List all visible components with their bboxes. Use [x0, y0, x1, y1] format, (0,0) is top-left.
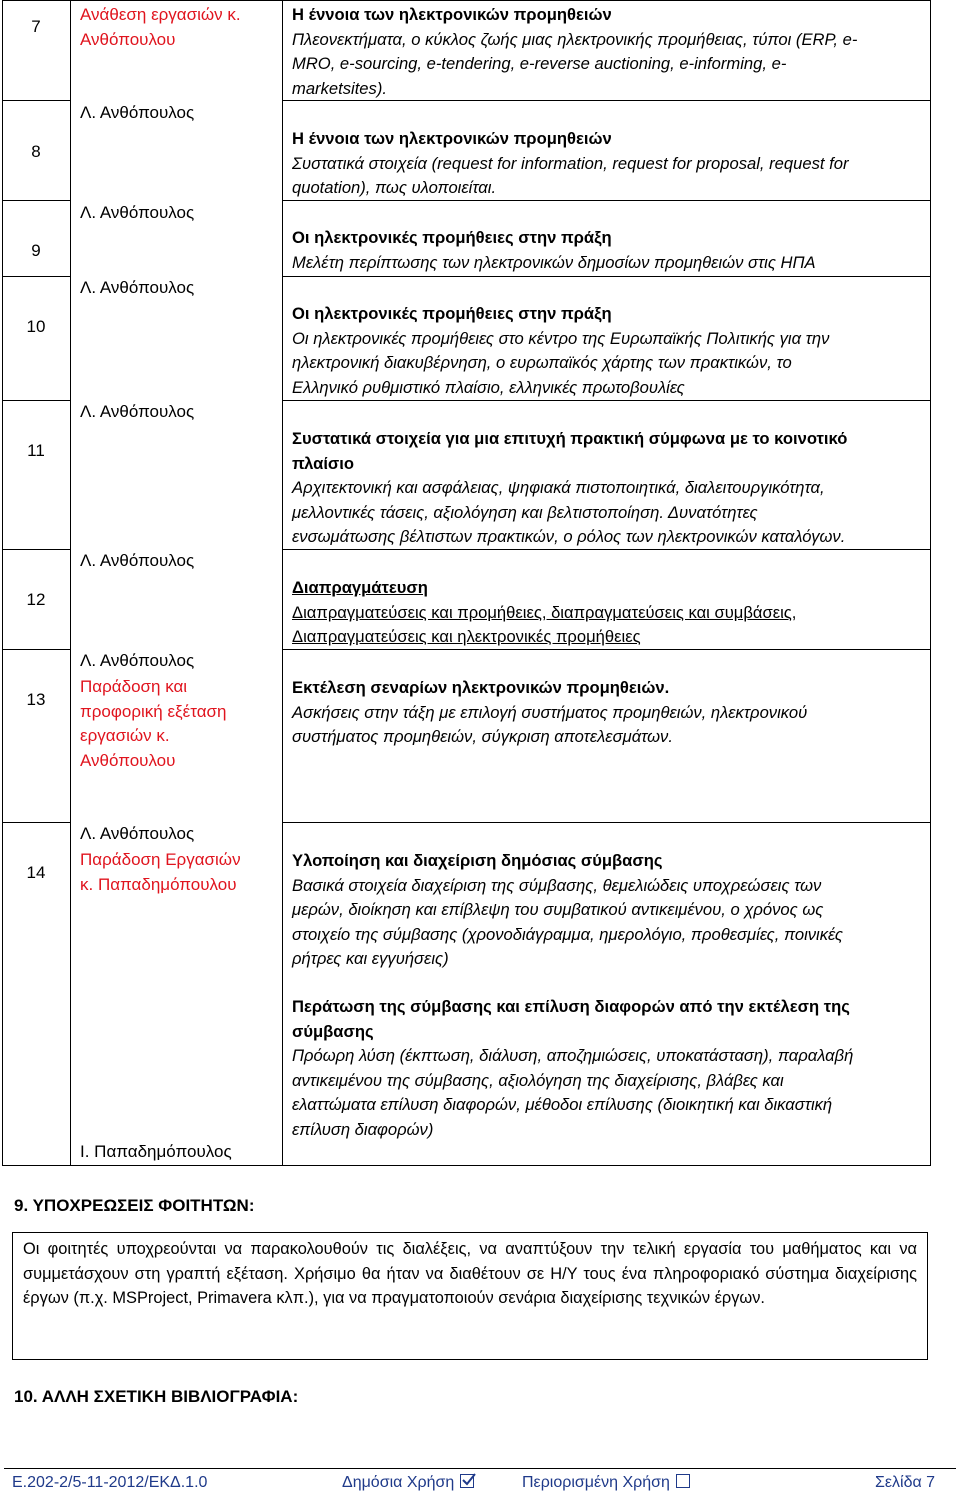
topic-row7 [292, 3, 924, 101]
assignment-line: Ανθόπουλου [80, 29, 176, 49]
assignment-line: εργασιών κ. [80, 726, 170, 745]
topic-desc-line: μερών, διοίκηση και επίβλεψη του συμβατικού αντικειμένου, ο χρόνος ως [292, 900, 824, 919]
row-number: 11 [27, 441, 45, 460]
table-border-bottom [2, 1165, 931, 1166]
row-sep-12-num [2, 649, 70, 650]
topic-desc-line: Διαπραγματεύσεις και προμήθειες, διαπραγματεύσεις και συμβάσεις, [292, 602, 797, 622]
topic-title: σύμβασης [292, 1021, 374, 1041]
topic-row10 [292, 302, 924, 400]
public-use-label: Δημόσια Χρήση [342, 1474, 455, 1491]
footer-divider [4, 1468, 956, 1469]
row-sep-8-num [2, 200, 70, 201]
table-divider-col2 [282, 0, 283, 1166]
assignment-note-row14 [80, 848, 280, 897]
assignment-line: κ. Παπαδημόπουλου [80, 874, 237, 894]
footer-page-number: Σελίδα 7 [875, 1474, 936, 1491]
topic-desc-line: marketsites). [292, 78, 387, 98]
table-border-left [2, 0, 3, 1166]
table-divider-col1 [70, 0, 71, 1166]
assignment-line: προφορική εξέταση [80, 701, 227, 721]
topic-desc-line: Οι ηλεκτρονικές προμήθειες στο κέντρο της Ευρωπαϊκής Πολιτικής για την [292, 328, 830, 348]
topic-title: πλαίσιο [292, 453, 355, 473]
topic-title: Υλοποίηση και διαχείριση δημόσιας σύμβασης [292, 851, 663, 870]
row-sep-13-topic [282, 822, 930, 823]
topic-title: Συστατικά στοιχεία για μια επιτυχή πρακτική σύμφωνα με το κοινοτικό [292, 429, 848, 448]
row-number: 9 [31, 241, 41, 260]
restricted-use-label: Περιορισμένη Χρήση [522, 1474, 670, 1491]
student-duties-box [12, 1232, 928, 1360]
lecturer-row10: Λ. Ανθόπουλος [80, 402, 195, 421]
row-number: 10 [26, 317, 46, 336]
lecturer-row7: Λ. Ανθόπουλος [80, 103, 195, 122]
topic-desc-line: Μελέτη περίπτωσης των ηλεκτρονικών δημοσίων προμηθειών στις ΗΠΑ [292, 252, 816, 272]
row-sep-10-num [2, 400, 70, 401]
topic-row8 [292, 127, 924, 201]
topic-desc-line: στοιχείο της σύμβασης (χρονοδιάγραμμα, ημερολόγιο, προθεσμίες, ποινικές [292, 924, 843, 944]
topic-desc-line: Αρχιτεκτονική και ασφάλειας, ψηφιακά πιστοποιητικά, διαλειτουργικότητα, [292, 478, 825, 497]
topic-desc-line: Πλεονεκτήματα, ο κύκλος ζωής μιας ηλεκτρονικής προμήθειας, τύποι (ERP, e- [292, 29, 858, 49]
topic-desc-line: αντικειμένου της σύμβασης, αξιολόγηση της διαχείρισης, βλάβες και [292, 1070, 784, 1090]
topic-row13 [292, 676, 924, 750]
topic-desc-line: Ασκήσεις στην τάξη με επιλογή συστήματος προμηθειών, ηλεκτρονικού [292, 702, 808, 722]
lecturer-row11: Λ. Ανθόπουλος [80, 551, 195, 570]
assignment-line: Παράδοση Εργασιών [80, 850, 241, 869]
row-sep-9-topic [282, 276, 930, 277]
lecturer-row14: Ι. Παπαδημόπουλος [80, 1142, 232, 1161]
row-number: 12 [26, 590, 46, 609]
topic-row11 [292, 427, 924, 550]
topic-desc-line: Διαπραγματεύσεις και ηλεκτρονικές προμήθειες [292, 627, 641, 646]
row-number: 14 [26, 863, 46, 882]
topic-title: Διαπραγμάτευση [292, 578, 428, 597]
assignment-line: Παράδοση και [80, 677, 188, 696]
topic-title: Περάτωση της σύμβασης και επίλυση διαφορών από την εκτέλεση της [292, 997, 850, 1016]
row-number: 8 [31, 142, 41, 161]
lecturer-row13: Λ. Ανθόπουλος [80, 824, 195, 843]
assignment-line: Ανάθεση εργασιών κ. [80, 5, 241, 24]
topic-desc-line: Πρόωρη λύση (έκπτωση, διάλυση, αποζημιώσεις, υποκατάσταση), παραλαβή [292, 1046, 854, 1065]
topic-desc-line: Ελληνικό ρυθμιστικό πλαίσιο, ελληνικές πρωτοβουλίες [292, 377, 685, 397]
lecturer-row8: Λ. Ανθόπουλος [80, 203, 195, 222]
topic-row9 [292, 226, 924, 275]
footer-public-use [342, 1473, 474, 1493]
table-border-top [2, 0, 930, 1]
topic-row14-a [292, 849, 924, 972]
empty-box-icon [676, 1474, 690, 1488]
topic-desc-line: συστήματος προμηθειών, σύγκριση αποτελεσμάτων. [292, 727, 673, 746]
topic-desc-line: ηλεκτρονική διακυβέρνηση, ο ευρωπαϊκός χάρτης των πρακτικών, το [292, 353, 792, 372]
row-sep-13-num [2, 822, 70, 823]
topic-title: Η έννοια των ηλεκτρονικών προμηθειών [292, 129, 612, 148]
topic-desc-line: ελαττώματα επίλυση διαφορών, μέθοδοι επίλυσης (διοικητική και δικαστική [292, 1095, 833, 1114]
section-10-heading: 10. ΑΛΛΗ ΣΧΕΤΙΚΗ ΒΙΒΛΙΟΓΡΑΦΙΑ: [14, 1387, 299, 1406]
footer-doc-code: Ε.202-2/5-11-2012/ΕΚΔ.1.0 [12, 1474, 208, 1491]
assignment-note-row13 [80, 675, 280, 773]
topic-row12 [292, 576, 924, 650]
assignment-note-row7 [80, 3, 280, 52]
topic-desc-line: ενσωμάτωσης βέλτιστων πρακτικών, ο ρόλος των ηλεκτρονικών καταλόγων. [292, 527, 846, 546]
section-9-heading: 9. ΥΠΟΧΡΕΩΣΕΙΣ ΦΟΙΤΗΤΩΝ: [14, 1196, 255, 1215]
topic-title: Η έννοια των ηλεκτρονικών προμηθειών [292, 5, 612, 24]
row-number: 7 [31, 17, 41, 36]
row-number: 13 [26, 690, 46, 709]
row-sep-7-num [2, 100, 70, 101]
lecturer-row9: Λ. Ανθόπουλος [80, 278, 195, 297]
topic-desc-line: επίλυση διαφορών) [292, 1119, 434, 1139]
footer-restricted-use [522, 1473, 690, 1493]
row-sep-9-num [2, 276, 70, 277]
topic-desc-line: μελλοντικές τάσεις, αξιολόγηση και βελτιστοποίηση. Δυνατότητες [292, 502, 758, 522]
checked-box-icon [460, 1474, 474, 1488]
topic-desc-line: quotation), πως υλοποιείται. [292, 178, 497, 197]
table-border-right [930, 0, 931, 1166]
topic-desc-line: Συστατικά στοιχεία (request for information, request for proposal, request for [292, 153, 849, 173]
topic-title: Οι ηλεκτρονικές προμήθειες στην πράξη [292, 228, 612, 247]
topic-desc-line: ρήτρες και εγγυήσεις) [292, 949, 449, 968]
topic-row14-b [292, 995, 924, 1142]
topic-title: Εκτέλεση σεναρίων ηλεκτρονικών προμηθειών. [292, 678, 670, 697]
student-duties-text: Οι φοιτητές υποχρεούνται να παρακολουθούν τις διαλέξεις, να αναπτύξουν την τελική εργασία του μαθήματος και να συμμετάσχουν στη γραπτή εξέταση. Χρήσιμο θα ήταν να διαθέτουν σε Η/Υ τους ένα πληροφοριακό σύστημα διαχείρισης έργων (π.χ. MSProject, Primavera κλπ.), για να πραγματοποιούν σενάρια διαχείρισης τεχνικών έργων. [23, 1240, 917, 1307]
topic-desc-line: MRO, e-sourcing, e-tendering, e-reverse auctioning, e-informing, e- [292, 54, 787, 73]
topic-desc-line: Βασικά στοιχεία διαχείριση της σύμβασης, θεμελιώδεις υποχρεώσεις των [292, 875, 822, 895]
assignment-line: Ανθόπουλου [80, 750, 176, 770]
topic-title: Οι ηλεκτρονικές προμήθειες στην πράξη [292, 304, 612, 323]
row-sep-11-num [2, 549, 70, 550]
lecturer-row12: Λ. Ανθόπουλος [80, 651, 195, 670]
row-sep-10-topic [282, 400, 930, 401]
